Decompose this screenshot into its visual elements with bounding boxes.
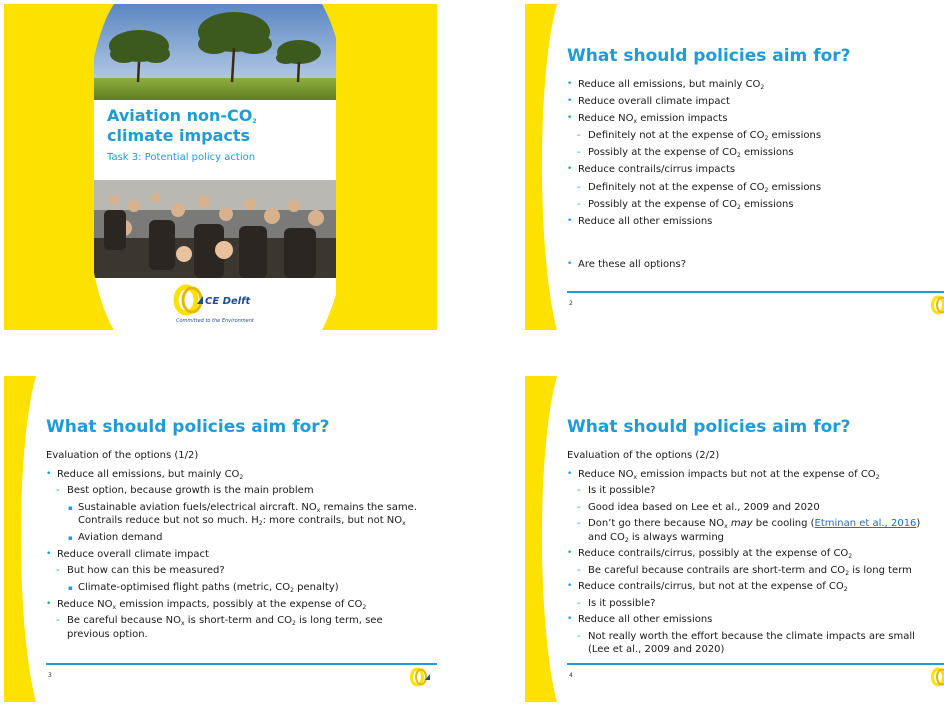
list-subitem: - Good idea based on Lee et al., 2009 and 2020	[577, 501, 820, 513]
citation-link[interactable]: Etminan et al., 2016	[814, 518, 917, 529]
list-subitem: - Be careful because contrails are short-term and $CO_2$ is long term	[577, 564, 912, 577]
list-item: • Reduce $NO_x$ emission impacts	[567, 113, 728, 126]
yellow-swoosh-left	[525, 376, 571, 702]
list-item: • Reduce all other emissions	[567, 215, 713, 227]
list-subitem: - Don’t go there because $NO_x$ may be cooling (Etminan et al., 2016) and $CO_2$ is always warming	[577, 518, 921, 544]
slide-body	[567, 449, 939, 660]
list-subitem: - Be careful because $NO_x$ is short-term and $CO_2$ is long term, see previous option.	[56, 615, 383, 640]
presentation-subtitle: Task 3: Potential policy action	[107, 152, 256, 163]
list-item: • Reduce overall climate impact	[567, 96, 730, 108]
footer-line	[567, 291, 944, 293]
ce-delft-logo	[172, 282, 262, 326]
intro-text: Evaluation of the options (2/2)	[567, 450, 720, 461]
slide-1[interactable]	[4, 4, 437, 330]
list-subsubitem: ▪ Aviation demand	[68, 531, 163, 543]
page-number: 4	[569, 672, 573, 679]
list-subitem: - Possibly at the expense of $CO_2$ emissions	[577, 198, 794, 211]
list-subitem: - Not really worth the effort because the climate impacts are small (Lee et al., 2009 and 2020)	[577, 630, 915, 655]
list-item: • Reduce contrails/cirrus, but not at the expense of $CO_2$	[567, 581, 848, 593]
logo-text: CE Delft	[205, 296, 251, 307]
yellow-swoosh-left	[525, 4, 571, 330]
slide-body	[567, 78, 939, 275]
list-subitem: - Is it possible?	[577, 485, 656, 496]
list-item: • Reduce $NO_x$ emission impacts, possibly at the expense of $CO_2$	[46, 598, 367, 611]
list-item: • Are these all options?	[567, 258, 687, 270]
ce-delft-logo-icon	[930, 666, 944, 688]
slide-title: What should policies aim for?	[567, 46, 851, 66]
list-item: • Reduce all emissions, but mainly $CO_2$	[567, 79, 765, 91]
yellow-swoosh-left	[4, 376, 50, 702]
list-subitem: - Best option, because growth is the main problem	[56, 485, 314, 496]
list-item: • Reduce contrails/cirrus impacts	[567, 164, 736, 176]
page-number: 2	[569, 300, 573, 307]
photo-crowd	[94, 180, 336, 278]
footer-line	[46, 663, 437, 665]
slide-body	[46, 449, 418, 644]
list-item: • Reduce overall climate impact	[46, 548, 209, 560]
slide-2[interactable]	[525, 4, 944, 330]
ce-delft-logo-icon	[409, 666, 433, 688]
list-item: • Reduce all emissions, but mainly $CO_2$	[46, 468, 244, 481]
photo-trees-sky	[94, 4, 336, 100]
list-item: • Reduce contrails/cirrus, possibly at the expense of $CO_2$	[567, 548, 853, 560]
ce-delft-logo-icon	[930, 294, 944, 316]
slide-4[interactable]	[525, 376, 944, 702]
list-item: • Reduce $NO_x$ emission impacts but not at the expense of $CO_2$	[567, 468, 880, 481]
slide-3[interactable]	[4, 376, 437, 702]
list-item: • Reduce all other emissions	[567, 614, 713, 625]
list-subitem: - Definitely not at the expense of $CO_2$ emissions	[577, 130, 822, 143]
list-subitem: - But how can this be measured?	[56, 565, 225, 576]
page-number: 3	[48, 672, 52, 679]
logo-tagline: Committed to the Environment	[176, 318, 254, 324]
list-subitem: - Possibly at the expense of $CO_2$ emissions	[577, 147, 794, 160]
slide-title: What should policies aim for?	[46, 417, 330, 437]
list-subsubitem: ▪ Climate-optimised flight paths (metric, $CO_2$ penalty)	[68, 581, 339, 594]
list-subitem: - Is it possible?	[577, 597, 656, 609]
yellow-swoosh-left	[4, 4, 114, 330]
presentation-title: Aviation non-$CO_2$ climate impacts	[107, 106, 257, 145]
list-subitem: - Definitely not at the expense of $CO_2$ emissions	[577, 181, 822, 194]
slide-title: What should policies aim for?	[567, 417, 851, 437]
intro-text: Evaluation of the options (1/2)	[46, 450, 199, 461]
footer-line	[567, 663, 944, 665]
list-subsubitem: ▪ Sustainable aviation fuels/electrical aircraft. $NO_x$ remains the same. Contrails reduce but not so much. $H_2$: more contrails, but not $NO_x$	[68, 501, 417, 527]
yellow-swoosh-right	[322, 4, 437, 330]
